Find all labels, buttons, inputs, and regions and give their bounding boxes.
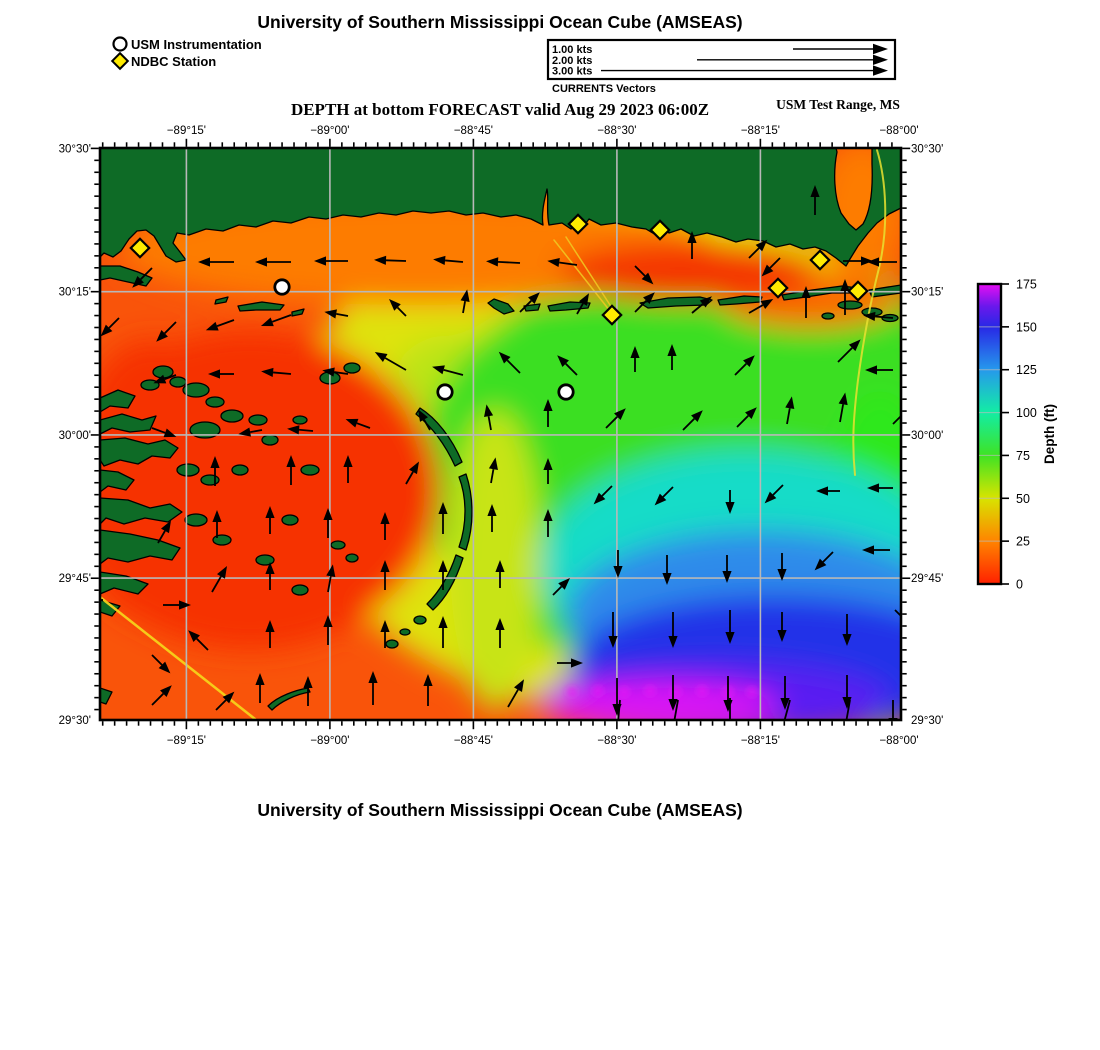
lon-label-top: −88°15' (740, 125, 780, 137)
depth-colorbar (978, 278, 1057, 592)
lat-label-left: 30°30' (58, 143, 91, 156)
lon-label-top: −88°45' (453, 125, 493, 137)
lat-label-left: 30°00' (58, 429, 91, 442)
colorbar-tick-label: 125 (1016, 363, 1037, 378)
lon-label-top: −89°00' (310, 125, 350, 137)
lon-label-bottom: −88°00' (879, 735, 919, 747)
colorbar-tick-label: 150 (1016, 320, 1037, 335)
lat-label-right: 30°15' (911, 286, 944, 299)
vector-scale-label: 3.00 kts (552, 65, 593, 78)
lat-label-left: 29°30' (58, 715, 91, 727)
lon-label-bottom: −88°45' (453, 735, 493, 747)
usm-instrumentation-marker (275, 280, 289, 294)
currents-vector-legend (548, 40, 895, 95)
colorbar-tick-label: 100 (1016, 406, 1037, 421)
usm-instrumentation-icon (114, 38, 127, 51)
colorbar-tick-label: 75 (1016, 448, 1030, 463)
vector-scale-label: 1.00 kts (552, 44, 593, 56)
lon-label-bottom: −89°00' (310, 735, 350, 747)
colorbar-tick-label: 175 (1016, 277, 1037, 292)
depth-field (60, 140, 980, 738)
marker-legend (112, 37, 262, 69)
lon-label-top: −88°30' (597, 125, 637, 137)
colorbar-gradient (978, 284, 1001, 584)
lat-label-right: 30°30' (911, 143, 944, 156)
colorbar-tick-label: 0 (1016, 577, 1023, 592)
usm-instrumentation-marker (438, 385, 452, 399)
colorbar-title: Depth (ft) (1042, 404, 1057, 464)
colorbar-tick-label: 50 (1016, 491, 1030, 506)
vector-scale-label: 2.00 kts (552, 54, 593, 67)
map-subtitle: DEPTH at bottom FORECAST valid Aug 29 2023 06:00Z (290, 100, 710, 119)
ndbc-legend-label: NDBC Station (131, 54, 217, 69)
bottom-title: University of Southern Mississippi Ocean Cube (AMSEAS) (257, 800, 743, 820)
ndbc-station-icon (112, 53, 128, 69)
region-label: USM Test Range, MS (776, 97, 900, 112)
lat-label-left: 30°15' (58, 286, 91, 299)
currents-vectors-caption: CURRENTS Vectors (552, 83, 656, 95)
lon-label-top: −88°00' (879, 125, 919, 137)
lat-label-right: 29°30' (911, 715, 944, 727)
colorbar-tick-label: 25 (1016, 534, 1030, 549)
lon-label-bottom: −89°15' (166, 735, 206, 747)
lat-label-right: 30°00' (911, 429, 944, 442)
top-title: University of Southern Mississippi Ocean Cube (AMSEAS) (257, 12, 743, 32)
lon-label-top: −89°15' (166, 125, 206, 137)
lat-label-left: 29°45' (58, 573, 91, 586)
usm-legend-label: USM Instrumentation (131, 37, 262, 52)
lat-label-right: 29°45' (911, 573, 944, 586)
lon-label-bottom: −88°30' (597, 735, 637, 747)
usm-instrumentation-marker (559, 385, 573, 399)
lon-label-bottom: −88°15' (740, 735, 780, 747)
